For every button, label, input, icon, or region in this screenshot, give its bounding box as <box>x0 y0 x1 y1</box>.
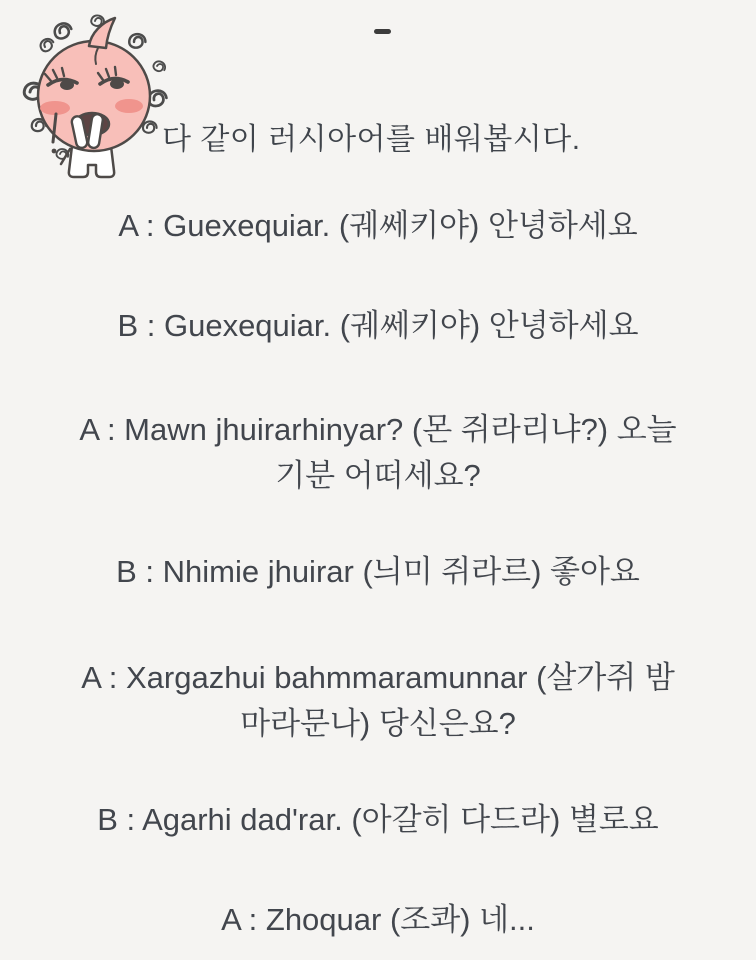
dialogue-line: B : Agarhi dad'rar. (아갈히 다드라) 별로요 <box>97 802 659 837</box>
dialogue-entry-b1 <box>0 303 756 349</box>
right-blush <box>115 99 143 113</box>
dialogue-line: 기분 어떠세요? <box>275 458 481 493</box>
dialogue-entry-a3 <box>0 655 756 747</box>
dialogue-line: 마라문나) 당신은요? <box>240 706 516 741</box>
dialogue-entry-a1 <box>0 203 756 249</box>
dialogue-entry-a2 <box>0 407 756 499</box>
dialogue-line: A : Zhoquar (조콰) 네... <box>221 902 535 937</box>
top-dash-icon <box>374 29 391 34</box>
dialogue-line: A : Guexequiar. (궤쎄키야) 안녕하세요 <box>118 208 638 243</box>
dialogue-line: A : Xargazhui bahmmaramunnar (살가쥐 밤 <box>81 660 675 695</box>
dialogue-line: B : Nhimie jhuirar (늬미 쥐라르) 좋아요 <box>116 554 640 589</box>
lesson-title: 다 같이 러시아어를 배워봅시다. <box>162 123 581 156</box>
dialogue-line: B : Guexequiar. (궤쎄키야) 안녕하세요 <box>117 308 639 343</box>
dialogue-line: A : Mawn jhuirarhinyar? (몬 쥐라리냐?) 오늘 <box>79 412 677 447</box>
dialogue-entry-a4 <box>0 897 756 943</box>
dialogue-entry-b3 <box>0 797 756 843</box>
dialogue-entry-b2 <box>0 549 756 595</box>
